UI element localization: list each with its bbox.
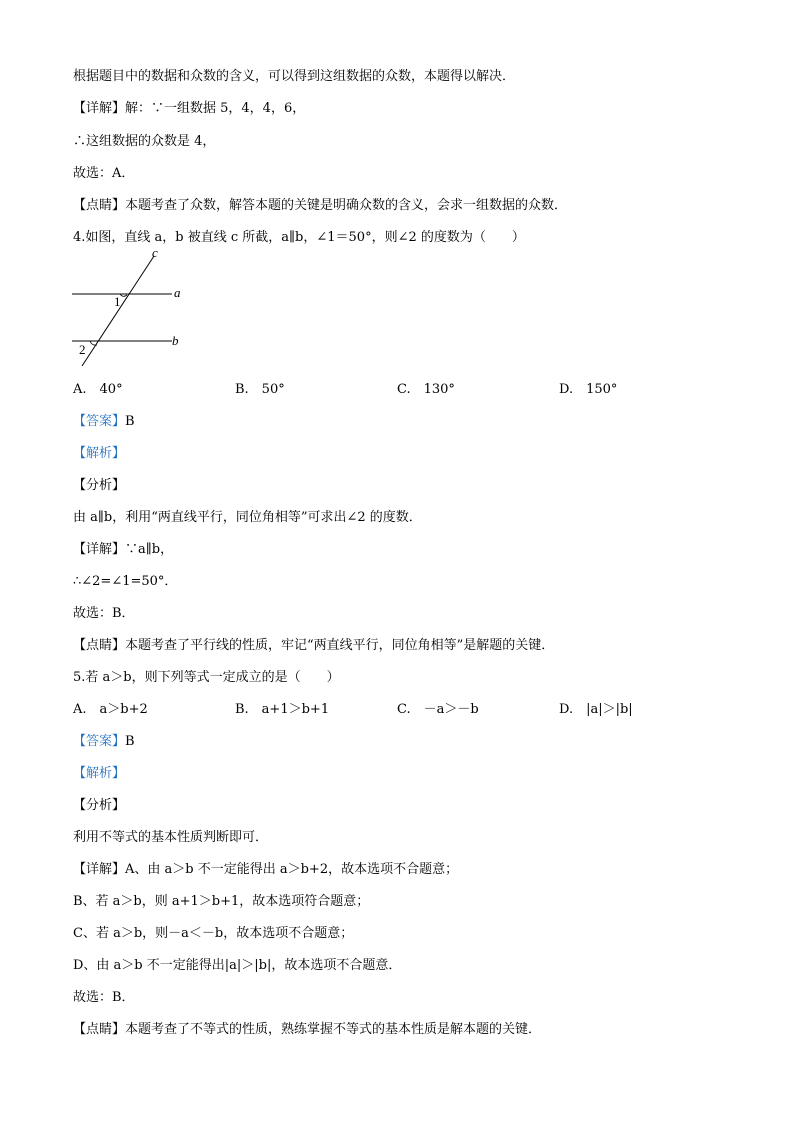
answer-line [73, 413, 135, 431]
text-line: 【点睛】本题考查了众数，解答本题的关键是明确众数的含义，会求一组数据的众数． [73, 198, 568, 213]
label-angle-2: 2 [79, 342, 86, 357]
text-line: D、由 a＞b 不一定能得出|a|＞|b|，故本选项不合题意． [73, 958, 402, 973]
answer-line [73, 733, 135, 751]
text-line: 利用不等式的基本性质判断即可． [73, 830, 269, 845]
option-a: A. a＞b+2 [73, 702, 148, 717]
text-line: C、若 a＞b，则－a＜－b，故本选项不合题意； [73, 926, 354, 941]
label-b: b [172, 333, 179, 348]
analysis-tag: 【解析】 [73, 766, 126, 781]
text-line: 根据题目中的数据和众数的含义，可以得到这组数据的众数，本题得以解决． [73, 69, 516, 84]
text-line: B、若 a＞b，则 a+1＞b+1，故本选项符合题意； [73, 894, 370, 909]
text-line: 故选：B． [73, 606, 135, 621]
analysis-heading: 【分析】 [73, 478, 126, 493]
line-c [82, 256, 154, 366]
text-line: 故选：A． [73, 166, 135, 181]
answer-tag: 【答案】 [73, 414, 126, 429]
text-line: 故选：B． [73, 990, 135, 1005]
option-d: D. 150° [559, 382, 618, 397]
label-angle-1: 1 [114, 294, 121, 309]
text-line: 由 a∥b，利用“两直线平行，同位角相等”可求出∠2 的度数． [73, 510, 422, 525]
parallel-lines-figure [68, 246, 188, 371]
question-4-stem: 4.如图，直线 a，b 被直线 c 所截，a∥b，∠1＝50°，则∠2 的度数为（ ） [73, 230, 525, 245]
answer-value: B [125, 734, 135, 749]
text-line: ∴这组数据的众数是 4， [73, 134, 216, 149]
text-line: 【点睛】本题考查了不等式的性质，熟练掌握不等式的基本性质是解本题的关键． [73, 1022, 542, 1037]
text-line: 【详解】A、由 a＞b 不一定能得出 a＞b+2，故本选项不合题意； [73, 862, 459, 877]
analysis-heading: 【分析】 [73, 798, 126, 813]
option-b: B. a+1＞b+1 [235, 702, 330, 717]
option-a: A. 40° [73, 382, 123, 397]
answer-tag: 【答案】 [73, 734, 126, 749]
text-line: 【详解】∵a∥b， [73, 542, 174, 557]
text-line: 【详解】解：∵一组数据 5，4，4，6， [73, 101, 306, 116]
question-5-stem: 5.若 a＞b，则下列等式一定成立的是（ ） [73, 670, 340, 685]
text-line: 【点睛】本题考查了平行线的性质，牢记“两直线平行，同位角相等”是解题的关键． [73, 638, 555, 653]
option-c: C. －a＞－b [397, 702, 479, 717]
text-line: ∴∠2=∠1=50°． [73, 574, 178, 589]
label-c: c [152, 246, 158, 260]
analysis-tag: 【解析】 [73, 446, 126, 461]
option-d: D. |a|＞|b| [559, 702, 633, 717]
answer-value: B [125, 414, 135, 429]
option-b: B. 50° [235, 382, 285, 397]
option-c: C. 130° [397, 382, 455, 397]
label-a: a [174, 285, 181, 300]
